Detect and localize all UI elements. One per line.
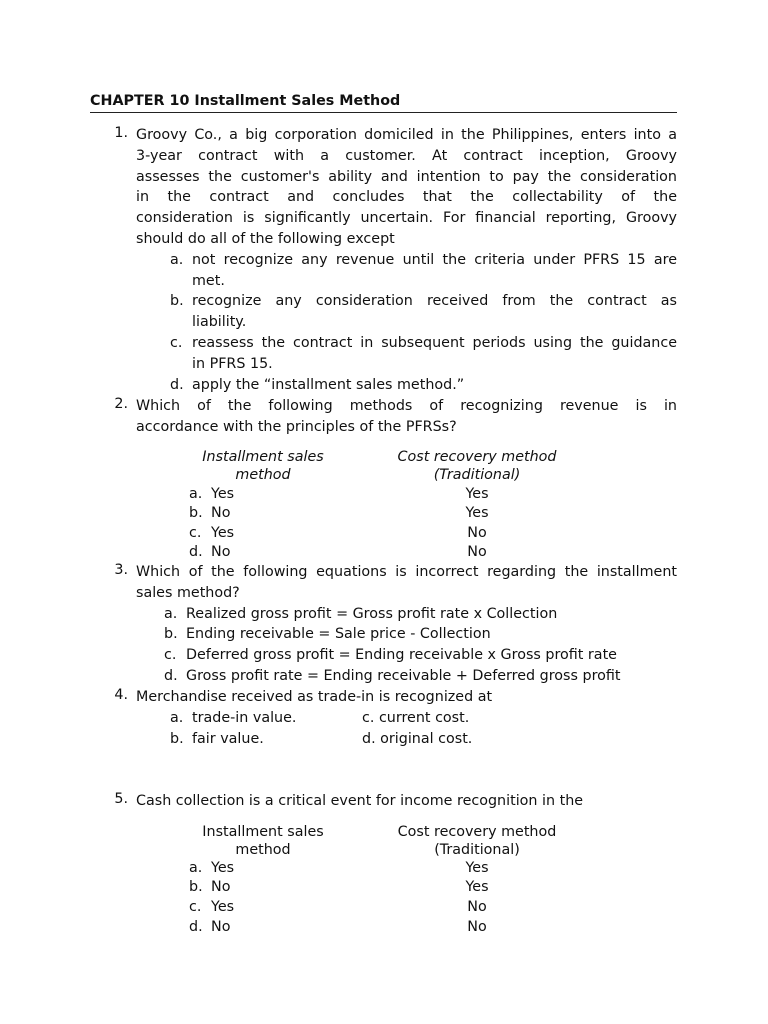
option-line: recognize any consideration received from the contract as <box>192 293 677 309</box>
option-line: in PFRS 15. <box>192 356 273 372</box>
option-text: d. original cost. <box>362 731 473 747</box>
question-1-number: 1. <box>114 125 128 141</box>
question-3-line: Which of the following equations is incorrect regarding the installment <box>136 564 677 580</box>
q2-row-col2: No <box>467 544 487 560</box>
q2-row-col1: No <box>211 505 231 521</box>
header-line: method <box>235 467 291 483</box>
option-line: not recognize any revenue until the criteria under PFRS 15 are <box>192 252 677 268</box>
option-line: met. <box>192 273 225 289</box>
q5-col1-header <box>183 823 343 859</box>
q5-row-col1: Yes <box>211 899 235 915</box>
q2-row-col2: No <box>467 525 487 541</box>
option-text <box>192 291 677 333</box>
q2-row-label: a. <box>189 486 203 502</box>
q2-col2-header <box>377 448 577 484</box>
header-line: Installment sales <box>202 449 324 465</box>
header-line: (Traditional) <box>434 842 520 858</box>
option-text: fair value. <box>192 731 264 747</box>
q2-row-label: b. <box>189 505 203 521</box>
option-label: a. <box>164 606 178 622</box>
q5-row-label: d. <box>189 919 203 935</box>
question-4-option-c <box>362 708 469 729</box>
option-text: Gross profit rate = Ending receivable + Deferred gross profit <box>186 668 621 684</box>
question-1-line: in the contract and concludes that the collectability of the <box>136 189 677 206</box>
question-1-line: Groovy Co., a big corporation domiciled in the Philippines, enters into a <box>136 127 677 143</box>
q2-row-label: d. <box>189 544 203 560</box>
q2-row-col2: Yes <box>465 505 489 521</box>
option-label: c. <box>164 647 177 663</box>
question-2-text <box>136 396 677 438</box>
option-text: Deferred gross profit = Ending receivable x Gross profit rate <box>186 647 617 663</box>
option-label: a. <box>170 252 184 268</box>
q2-row-col2: Yes <box>465 486 489 502</box>
q5-row-label: b. <box>189 879 203 895</box>
question-5-number: 5. <box>114 791 128 807</box>
option-line: liability. <box>192 314 247 330</box>
q5-row-col1: No <box>211 919 231 935</box>
q2-col1-header <box>183 448 343 484</box>
q5-col2-header <box>377 823 577 859</box>
q5-row-col1: No <box>211 879 231 895</box>
q5-row-label: c. <box>189 899 202 915</box>
option-label: a. <box>170 710 184 726</box>
q2-row-col1: Yes <box>211 486 235 502</box>
q2-row-col1: Yes <box>211 525 235 541</box>
option-label: b. <box>170 731 184 747</box>
option-label: b. <box>164 626 178 642</box>
q5-row-col2: Yes <box>465 860 489 876</box>
question-1-line: should do all of the following except <box>136 230 395 247</box>
option-text <box>192 250 677 292</box>
header-line: Installment sales <box>202 824 324 840</box>
option-text: Ending receivable = Sale price - Collection <box>186 626 491 642</box>
question-1-text <box>136 125 677 250</box>
option-text: trade-in value. <box>192 710 297 726</box>
option-line: reassess the contract in subsequent periods using the guidance <box>192 335 677 351</box>
question-3-number: 3. <box>114 562 128 578</box>
question-1-line: 3-year contract with a customer. At contract inception, Groovy <box>136 147 677 164</box>
question-3-text <box>136 562 677 604</box>
question-2-number: 2. <box>114 396 128 412</box>
q5-row-label: a. <box>189 860 203 876</box>
header-line: Cost recovery method <box>397 449 557 465</box>
question-4-number: 4. <box>114 687 128 703</box>
header-line: method <box>235 842 291 858</box>
option-text: c. current cost. <box>362 710 470 726</box>
option-label: d. <box>170 377 184 393</box>
question-4-text <box>136 687 677 708</box>
chapter-title: CHAPTER 10 Installment Sales Method <box>90 93 401 109</box>
question-4-line: Merchandise received as trade-in is recognized at <box>136 689 493 705</box>
q5-row-col1: Yes <box>211 860 235 876</box>
question-1-line: consideration is significantly uncertain. For financial reporting, Groovy <box>136 210 677 227</box>
q5-row-col2: Yes <box>465 879 489 895</box>
question-1-line: assesses the customer's ability and intention to pay the consideration <box>136 168 677 185</box>
question-2-line: accordance with the principles of the PFRSs? <box>136 418 457 435</box>
q5-row-col2: No <box>467 919 487 935</box>
question-3-line: sales method? <box>136 584 240 601</box>
q2-row-label: c. <box>189 525 202 541</box>
option-label: b. <box>170 293 184 309</box>
option-line: apply the “installment sales method.” <box>192 377 465 393</box>
q5-row-col2: No <box>467 899 487 915</box>
option-label: c. <box>170 335 183 351</box>
question-4-option-d <box>362 729 472 750</box>
option-label: d. <box>164 668 178 684</box>
question-2-line: Which of the following methods of recognizing revenue is in <box>136 398 677 414</box>
question-5-text <box>136 791 677 812</box>
header-line: Cost recovery method <box>397 824 557 840</box>
option-text: Realized gross profit = Gross profit rate x Collection <box>186 606 558 622</box>
title-underline <box>90 112 677 113</box>
option-text <box>192 375 677 396</box>
q2-row-col1: No <box>211 544 231 560</box>
question-5-line: Cash collection is a critical event for income recognition in the <box>136 793 584 809</box>
option-text <box>192 333 677 375</box>
header-line: (Traditional) <box>433 467 521 483</box>
